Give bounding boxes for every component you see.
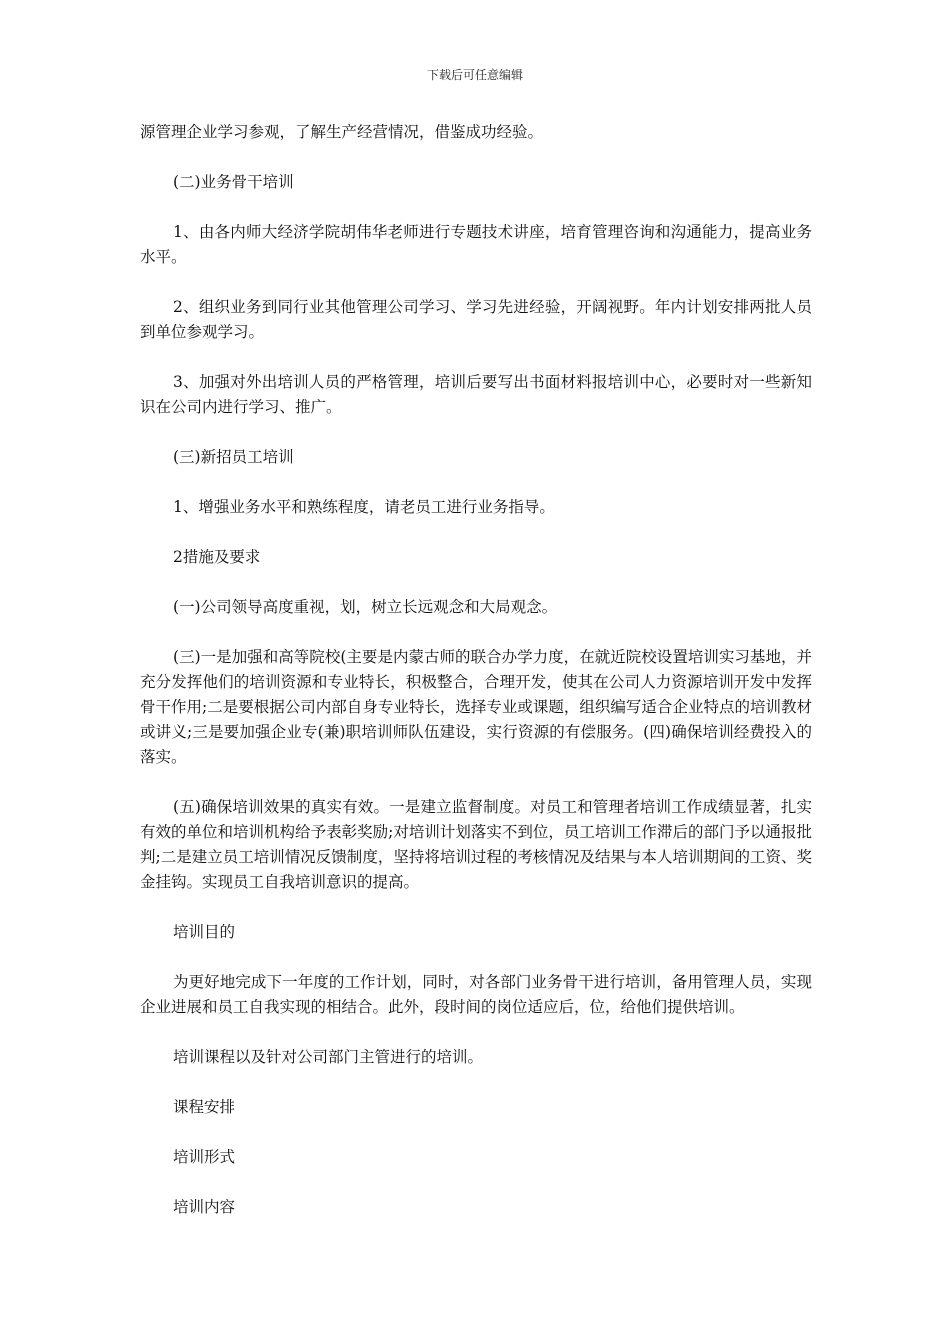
paragraph-item-2: 2、组织业务到同行业其他管理公司学习、学习先进经验，开阔视野。年内计划安排两批人员到单位参观学习。 [140, 298, 812, 341]
section-heading-measures: 2措施及要求 [173, 548, 261, 566]
document-body [140, 120, 812, 1245]
section-heading-training-purpose: 培训目的 [173, 923, 236, 941]
section-heading-training-content: 培训内容 [173, 1198, 236, 1216]
paragraph-measure-5: (五)确保培训效果的真实有效。一是建立监督制度。对员工和管理者培训工作成绩显著，扎实有效的单位和培训机构给予表彰奖励;对培训计划落实不到位，员工培训工作滞后的部门予以通报批判;二是建立员工培训情况反馈制度，坚持将培训过程的考核情况及结果与本人培训期间的工资、奖金挂钩。实现员工自我培训意识的提高。 [140, 798, 812, 891]
paragraph-courses: 培训课程以及针对公司部门主管进行的培训。 [173, 1048, 484, 1066]
paragraph-measure-1: (一)公司领导高度重视，划，树立长远观念和大局观念。 [173, 598, 558, 616]
paragraph-new-staff-1: 1、增强业务水平和熟练程度，请老员工进行业务指导。 [173, 498, 555, 516]
section-heading-backbone-training: (二)业务骨干培训 [173, 173, 294, 191]
paragraph-item-1: 1、由各内师大经济学院胡伟华老师进行专题技术讲座，培育管理咨询和沟通能力，提高业务水平。 [140, 223, 812, 266]
page-header: 下载后可任意编辑 [426, 68, 523, 82]
section-heading-training-format: 培训形式 [173, 1148, 236, 1166]
paragraph-continuation: 源管理企业学习参观，了解生产经营情况，借鉴成功经验。 [140, 123, 544, 141]
section-heading-new-staff-training: (三)新招员工培训 [173, 448, 294, 466]
paragraph-measure-3: (三)一是加强和高等院校(主要是内蒙古师的联合办学力度，在就近院校设置培训实习基地，并充分发挥他们的培训资源和专业特长，积极整合，合理开发，使其在公司人力资源培训开发中发挥骨干作用;二是要根据公司内部自身专业特长，选择专业或课题，组织编写适合企业特点的培训教材或讲义;三是要加强企业专(兼)职培训师队伍建设，实行资源的有偿服务。(四)确保培训经费投入的落实。 [140, 648, 812, 766]
section-heading-course-schedule: 课程安排 [173, 1098, 236, 1116]
paragraph-purpose: 为更好地完成下一年度的工作计划，同时，对各部门业务骨干进行培训，备用管理人员，实现企业进展和员工自我实现的相结合。此外，段时间的岗位适应后，位，给他们提供培训。 [140, 973, 812, 1016]
paragraph-item-3: 3、加强对外出培训人员的严格管理，培训后要写出书面材料报培训中心，必要时对一些新知识在公司内进行学习、推广。 [140, 373, 812, 416]
